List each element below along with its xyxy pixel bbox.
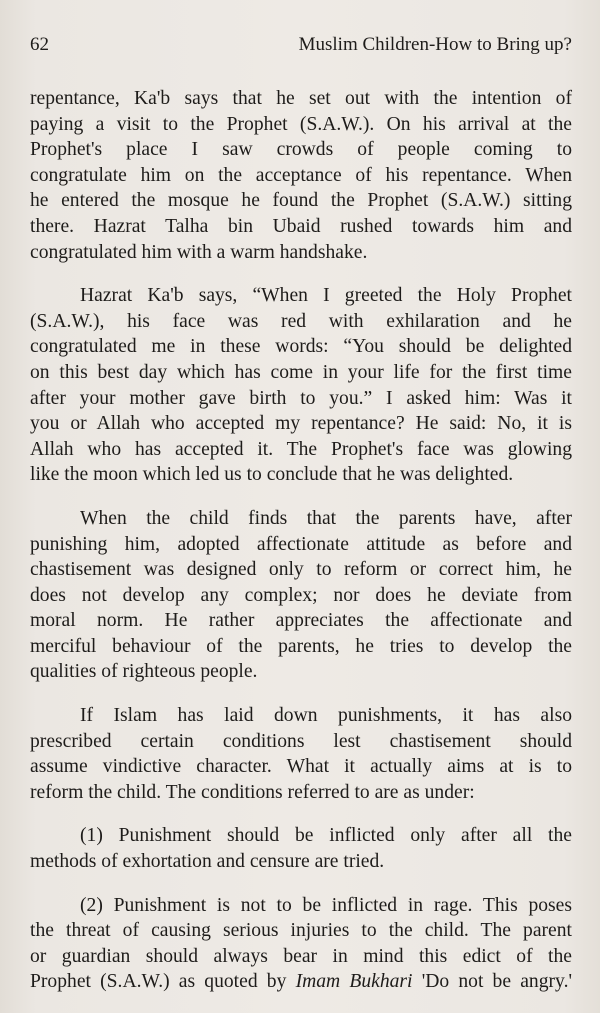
text-line: on this best day which has come in your life for the first time [30,361,572,383]
paragraph-3 [30,506,572,685]
running-title: Muslim Children-How to Bring up? [298,34,572,55]
text-line: he entered the mosque he found the Prophet (S.A.W.) sitting [30,190,572,212]
text-line: methods of exhortation and censure are tried. [30,851,385,873]
paragraph-4 [30,703,572,805]
text-line: Allah who has accepted it. The Prophet's face was glowing [30,438,572,460]
text-line: or guardian should always bear in mind this edict of the [30,945,572,967]
text-line: repentance, Ka'b says that he set out with the intention of [30,88,572,109]
text-line: (S.A.W.), his face was red with exhilaration and he [30,310,572,332]
text-line: like the moon which led us to conclude that he was delighted. [30,464,514,486]
page-header [30,34,572,62]
text-line: you or Allah who accepted my repentance? He said: No, it is [30,413,572,435]
text-line: congratulated me in these words: “You should be delighted [30,336,572,358]
paragraph-condition-1 [30,823,572,874]
text-line: congratulate him on the acceptance of his repentance. When [30,164,572,186]
text-line: Prophet's place I saw crowds of people coming to [30,139,572,161]
text-line: paying a visit to the Prophet (S.A.W.). On his arrival at the [30,113,572,135]
text-line: Hazrat Ka'b says, “When I greeted the Holy Prophet [80,285,572,307]
text-line: (2) Punishment is not to be inflicted in rage. This poses [80,894,572,916]
paragraph-2 [30,283,572,488]
text-line: assume vindictive character. What it actually aims at is to [30,756,572,778]
text-line: prescribed certain conditions lest chastisement should [30,730,572,752]
text-line: after your mother gave birth to you.” I asked him: Was it [30,387,572,409]
text-segment: 'Do not be angry.' [412,971,572,993]
text-line: qualities of righteous people. [30,661,258,683]
text-line: When the child finds that the parents have, after [80,507,572,529]
text-line: does not develop any complex; nor does he deviate from [30,584,572,606]
text-line: punishing him, adopted affectionate attitude as before and [30,533,572,555]
text-line: the threat of causing serious injuries to the child. The parent [30,920,572,942]
paragraph-condition-2 [30,893,572,995]
text-line: chastisement was designed only to reform or correct him, he [30,559,572,581]
text-line: moral norm. He rather appreciates the affectionate and [30,610,572,632]
page-number: 62 [30,34,49,55]
text-segment: Prophet (S.A.W.) as quoted by [30,971,296,993]
text-line [30,969,572,995]
text-line: (1) Punishment should be inflicted only after all the [80,825,572,847]
italic-name: Imam Bukhari [295,971,413,993]
text-line: merciful behaviour of the parents, he tries to develop the [30,635,572,657]
text-line: reform the child. The conditions referred to are as under: [30,781,475,803]
body-text [30,86,572,1013]
text-line: If Islam has laid down punishments, it has also [80,705,572,727]
paragraph-1 [30,86,572,265]
text-line: congratulated him with a warm handshake. [30,241,368,263]
text-line: there. Hazrat Talha bin Ubaid rushed towards him and [30,215,572,237]
